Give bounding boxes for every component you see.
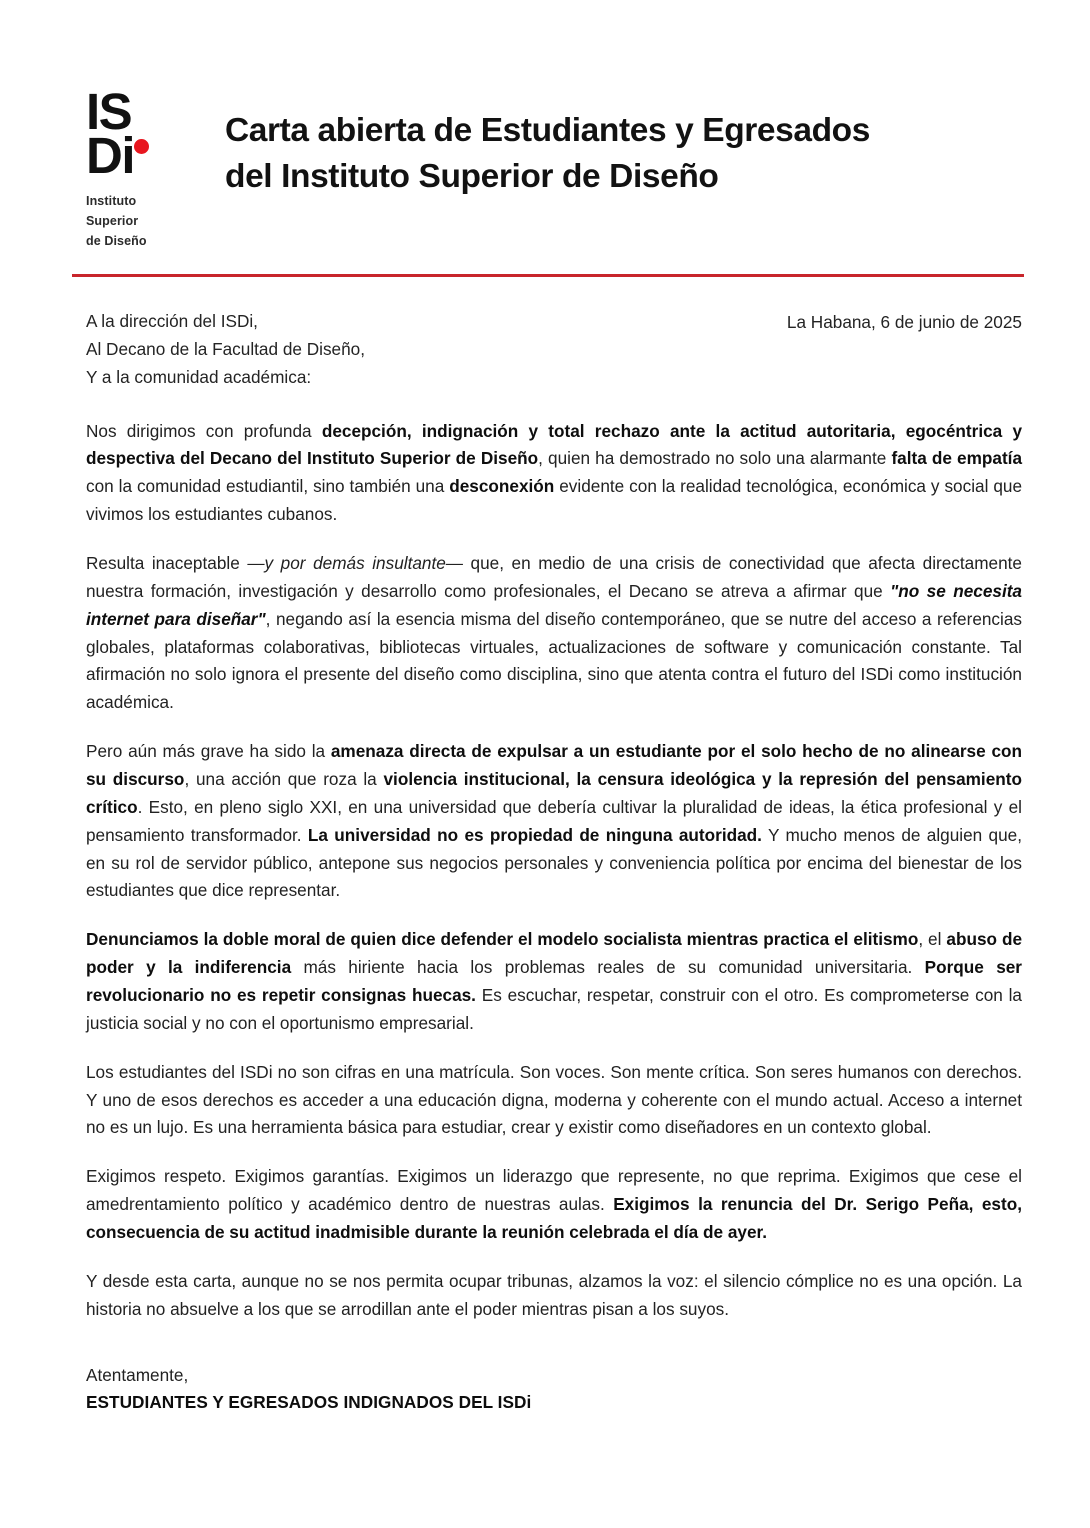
p4-text-2: más hiriente hacia los problemas reales de su comunidad universitaria.: [291, 957, 925, 978]
p3-bold-2: violencia institucional, la censura ideológica y la represión del pensamiento crítico: [86, 769, 1022, 817]
logo-sub-line-1: Instituto: [86, 193, 137, 208]
p2-text-2: que, en medio de una crisis de conectividad que afecta directamente nuestra formación, investigación y desarrollo como profesionales, el Decano se atreva a afirmar que: [86, 552, 1022, 601]
p1-text-4: evidente con la realidad tecnológica, económica y social que vivimos los estudiantes cubanos.: [86, 476, 1022, 525]
page-title-line-1: Carta abierta de Estudiantes y Egresados: [225, 112, 870, 149]
paragraph-5: [86, 1059, 1022, 1143]
addressee-line-2: Al Decano de la Facultad de Diseño,: [86, 338, 365, 359]
isdi-logo: [86, 83, 192, 251]
signoff-block: [0, 1345, 1090, 1418]
paragraph-6: [86, 1163, 1022, 1247]
isdi-logo-mark: [86, 83, 192, 184]
p4-bold-1: Denunciamos la doble moral de quien dice defender el modelo socialista mientras practica el elitismo: [86, 929, 919, 950]
p2-text-1: Resulta inaceptable: [86, 552, 248, 573]
p1-bold-1: decepción, indignación y total rechazo ante la actitud autoritaria, egocéntrica y despectiva del Decano del Instituto Superior de Diseño: [86, 420, 1023, 469]
p6-bold-1: Exigimos la renuncia del Dr. Serigo Peña, esto, consecuencia de su actitud inadmisible durante la reunión celebrada el día de ayer.: [86, 1194, 1022, 1243]
p1-text-3: con la comunidad estudiantil, sino también una: [86, 476, 450, 497]
red-dot-icon: [134, 139, 149, 154]
p4-bold-3: Porque ser revolucionario no es repetir consignas huecas.: [86, 957, 1022, 1006]
p1-text-1: Nos dirigimos con profunda: [86, 420, 322, 441]
p7-text-1: Y desde esta carta, aunque no se nos permita ocupar tribunas, alzamos la voz: el silencio cómplice no es una opción. La historia no absuelve a los que se arrodillan ante el poder mientras pisan a los suyos.: [86, 1270, 1022, 1319]
logo-sub-line-3: de Diseño: [86, 234, 147, 249]
p4-text-3: Es escuchar, respetar, construir con el otro. Es comprometerse con la justicia social y no con el oportunismo empresarial.: [86, 985, 1022, 1033]
logo-line-is: IS: [86, 83, 132, 140]
letter-body: [0, 418, 1090, 1324]
page-title: [225, 108, 1020, 199]
paragraph-4: [86, 926, 1022, 1037]
masthead: [0, 0, 1090, 251]
p2-italic-1: —y por demás insultante—: [247, 552, 463, 573]
addressee-block: [86, 308, 365, 392]
signoff-salutation: Atentamente,: [86, 1364, 189, 1385]
p3-text-4: Y mucho menos de alguien que, en su rol de servidor público, antepone sus negocios personales y conveniencia política por encima del bienestar de los estudiantes que dice representar.: [86, 824, 1022, 901]
p1-bold-3: desconexión: [449, 476, 555, 497]
page-title-line-2: del Instituto Superior de Diseño: [225, 157, 719, 195]
paragraph-7: [86, 1268, 1022, 1324]
letter-date: La Habana, 6 de junio de 2025: [786, 311, 1022, 332]
p2-text-3: , negando así la esencia misma del diseño contemporáneo, que se nutre del acceso a referencias globales, plataformas colaborativas, bibliotecas virtuales, actualizaciones de software y comunicación constante. Tal afirmación no solo ignora el presente del diseño como disciplina, sino que atenta contra el futuro del ISDi como institución académica.: [86, 608, 1023, 713]
p4-text-1: , el: [918, 929, 947, 950]
letterhead: [0, 277, 1090, 392]
addressee-line-3: Y a la comunidad académica:: [86, 366, 312, 387]
p6-text-1: Exigimos respeto. Exigimos garantías. Exigimos un liderazgo que represente, no que reprima. Exigimos que cese el amedrentamiento político y académico dentro de nuestras aulas.: [86, 1166, 1022, 1215]
signoff-signers: ESTUDIANTES Y EGRESADOS INDIGNADOS DEL ISDi: [86, 1392, 532, 1413]
p3-bold-1: amenaza directa de expulsar a un estudiante por el solo hecho de no alinearse con su discurso: [86, 741, 1023, 789]
isdi-logo-subtitle: [86, 191, 192, 252]
addressee-line-1: A la dirección del ISDi,: [86, 310, 258, 331]
p3-text-1: Pero aún más grave ha sido la: [86, 741, 331, 762]
p3-text-2: , una acción que roza la: [184, 769, 384, 789]
paragraph-1: [86, 418, 1022, 529]
logo-line-di: Di: [86, 126, 134, 184]
p3-bold-3: La universidad no es propiedad de ninguna autoridad.: [307, 824, 762, 845]
p1-bold-2: falta de empatía: [891, 448, 1022, 469]
p3-text-3: . Esto, en pleno siglo XXI, en una universidad que debería cultivar la pluralidad de ideas, la ética profesional y el pensamiento transformador.: [86, 796, 1022, 845]
p4-bold-2: abuso de poder y la indiferencia: [86, 929, 1023, 978]
p5-text-1: Los estudiantes del ISDi no son cifras en una matrícula. Son voces. Son mente crítica. Son seres humanos con derechos. Y uno de esos derechos es acceder a una educación digna, moderna y coherente con el mundo actual. Acceso a internet no es un lujo. Es una herramienta básica para estudiar, crear y existir como diseñadores en un contexto global.: [86, 1061, 1022, 1138]
p2-bold-italic-quote: "no se necesita internet para diseñar": [86, 580, 1022, 629]
paragraph-2: [86, 550, 1022, 717]
paragraph-3: [86, 738, 1022, 905]
logo-sub-line-2: Superior: [86, 213, 139, 228]
p1-text-2: , quien ha demostrado no solo una alarmante: [538, 448, 892, 469]
title-block: [192, 88, 1020, 199]
